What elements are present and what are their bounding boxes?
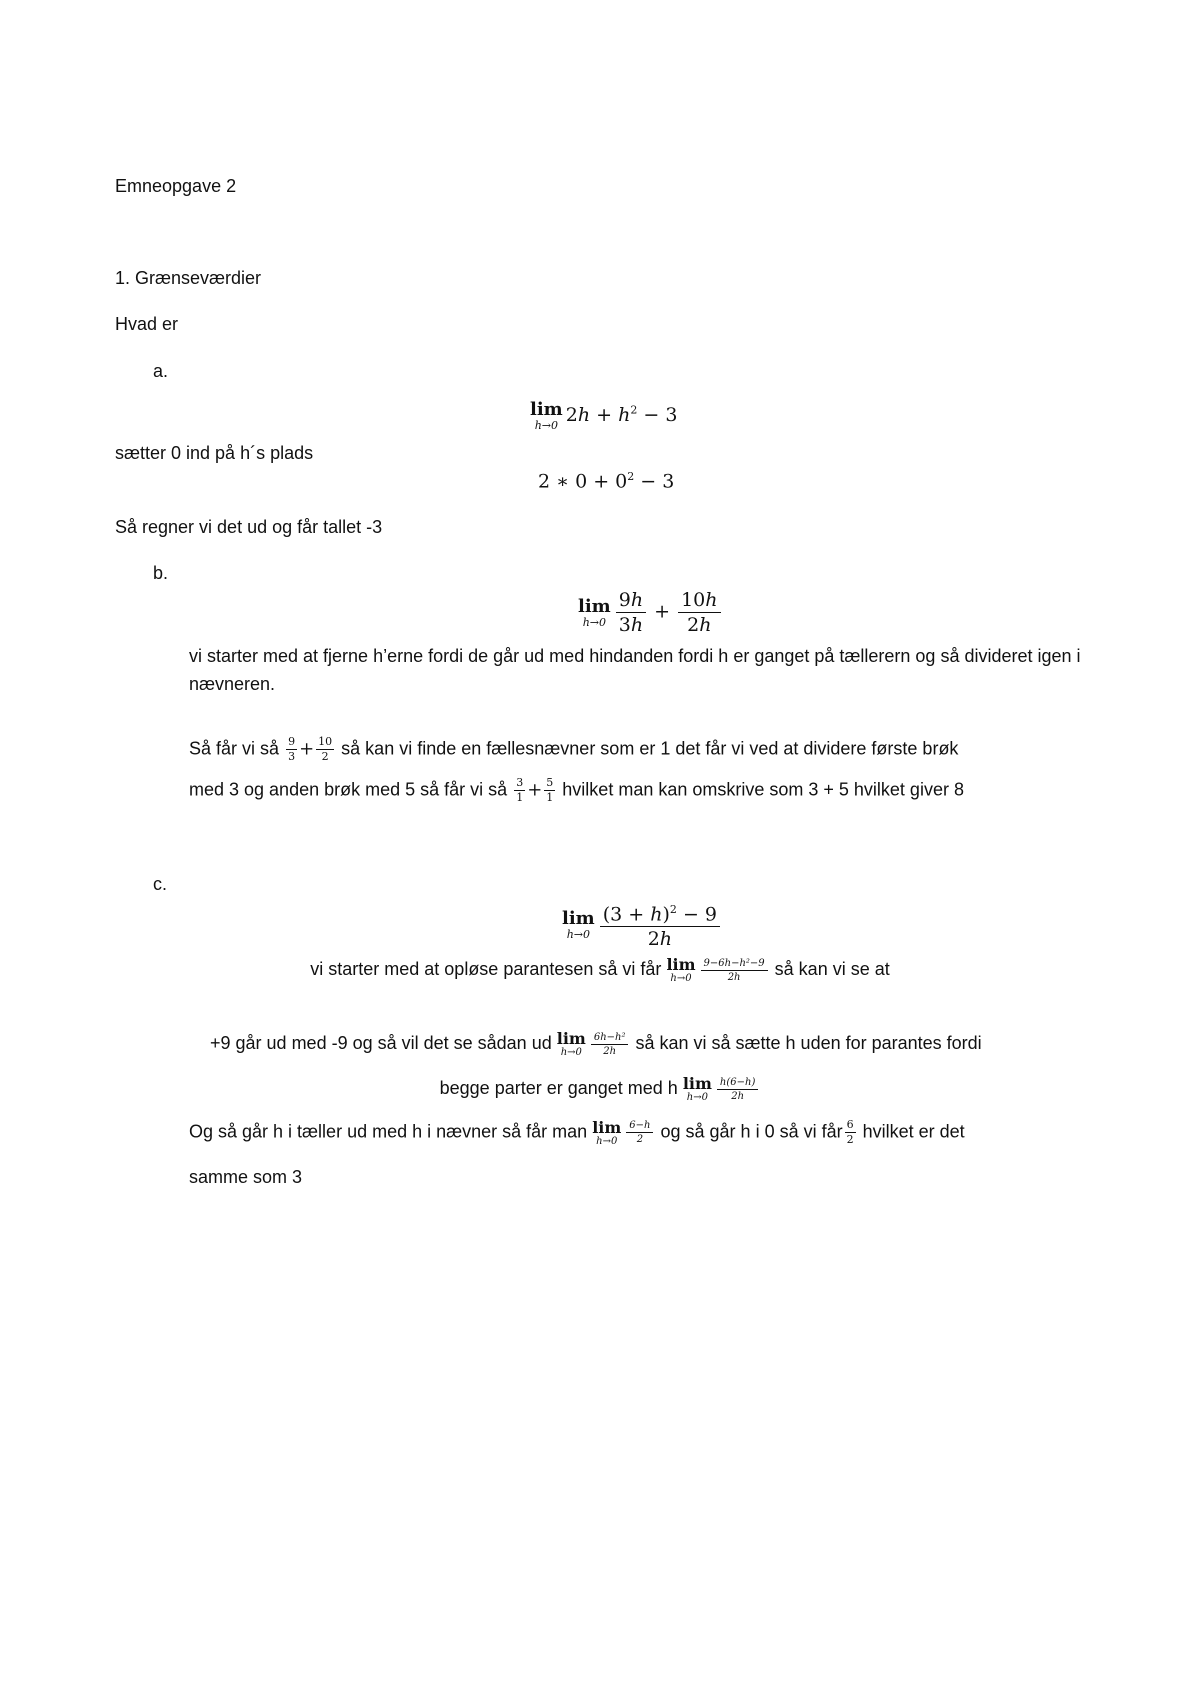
- document-title: Emneopgave 2: [115, 176, 237, 196]
- fraction: $\frac{h(6-h)}{2h}$: [717, 1076, 758, 1103]
- part-c-line2: +9 går ud med -9 og så vil det se sådan ud lim h→0 $\frac{\text{6h−h²}}{2h}$ så kan vi så sætte h uden for parantes fordi: [210, 1029, 982, 1058]
- limit-operator: lim h→0: [578, 595, 611, 629]
- fraction: $\frac{9h}{3h}$: [616, 588, 646, 637]
- part-c-line5: samme som 3: [189, 1167, 303, 1187]
- limit-operator: lim h→0: [592, 1117, 622, 1147]
- part-b-limit-equation: lim h→0 $\frac{9h}{3h}$ + $\frac{10h}{2h}$: [578, 588, 723, 637]
- fraction: $\frac{10h}{2h}$: [678, 588, 720, 637]
- fraction: $\frac{9}{3}$: [288, 735, 296, 763]
- part-c-line1: vi starter med at opløse parantesen så vi får lim h→0 $\frac{\text{9−6h−h²−9}}{2h}$ så kan vi se at: [310, 955, 890, 984]
- part-a-limit-equation: lim h→0 $2h + h^2 - 3$: [530, 399, 678, 432]
- fraction: $\frac{5}{1}$: [546, 776, 554, 804]
- limit-operator: lim h→0: [562, 907, 595, 941]
- part-b-line3: med 3 og anden brøk med 5 så får vi så $\frac{3}{1}$ + $\frac{5}{1}$ hvilket man kan omskrive som 3 + 5 hvilket giver 8: [189, 776, 964, 804]
- part-c-line3: begge parter er ganget med h lim h→0 $\frac{h(6-h)}{2h}$: [0, 1075, 1200, 1103]
- part-a-conclusion: Så regner vi det ud og får tallet -3: [115, 517, 383, 537]
- part-c-limit-equation: [562, 898, 722, 951]
- fraction: $\frac{\text{6h−h²}}{2h}$: [591, 1031, 629, 1058]
- part-a-label: a.: [153, 361, 169, 381]
- limit-operator: lim h→0: [556, 1029, 586, 1058]
- part-b-explanation: vi starter med at fjerne h’erne fordi de går ud med hindanden fordi h er ganget på tællerern og så divideret igen i nævneren.: [189, 646, 1081, 694]
- fraction: $\frac{\text{9−6h−h²−9}}{2h}$: [701, 957, 768, 984]
- part-a-step-text: sætter 0 ind på h´s plads: [115, 443, 314, 463]
- limit-operator: lim h→0: [530, 399, 563, 432]
- section-heading: 1. Grænseværdier: [115, 268, 262, 288]
- limit-operator: lim h→0: [682, 1074, 712, 1103]
- fraction: $\frac{6-h}{2}$: [626, 1119, 653, 1146]
- part-c-line4: Og så går h i tæller ud med h i nævner så får man lim h→0 $\frac{6-h}{2}$ og så går h i 0 så vi får $\frac{6}{2}$ hvilket er det: [189, 1117, 965, 1147]
- fraction: $\frac{(3 + h)^2 - 9}{2h}$: [600, 898, 720, 951]
- part-a-substitution: 2 ∗ $0 + 0^2 - 3$: [538, 470, 675, 493]
- part-b-line2: Så får vi så $\frac{9}{3}$ + $\frac{10}{2}$ så kan vi finde en fællesnævner som er 1 det får vi ved at dividere første brøk: [189, 735, 959, 763]
- part-b-label: b.: [153, 563, 169, 583]
- limit-operator: lim h→0: [666, 955, 696, 984]
- fraction: $\frac{10}{2}$: [318, 735, 333, 763]
- intro-text: Hvad er: [115, 314, 179, 334]
- fraction: $\frac{3}{1}$: [516, 776, 524, 804]
- fraction: $\frac{6}{2}$: [846, 1118, 854, 1146]
- part-c-label: c.: [153, 874, 168, 894]
